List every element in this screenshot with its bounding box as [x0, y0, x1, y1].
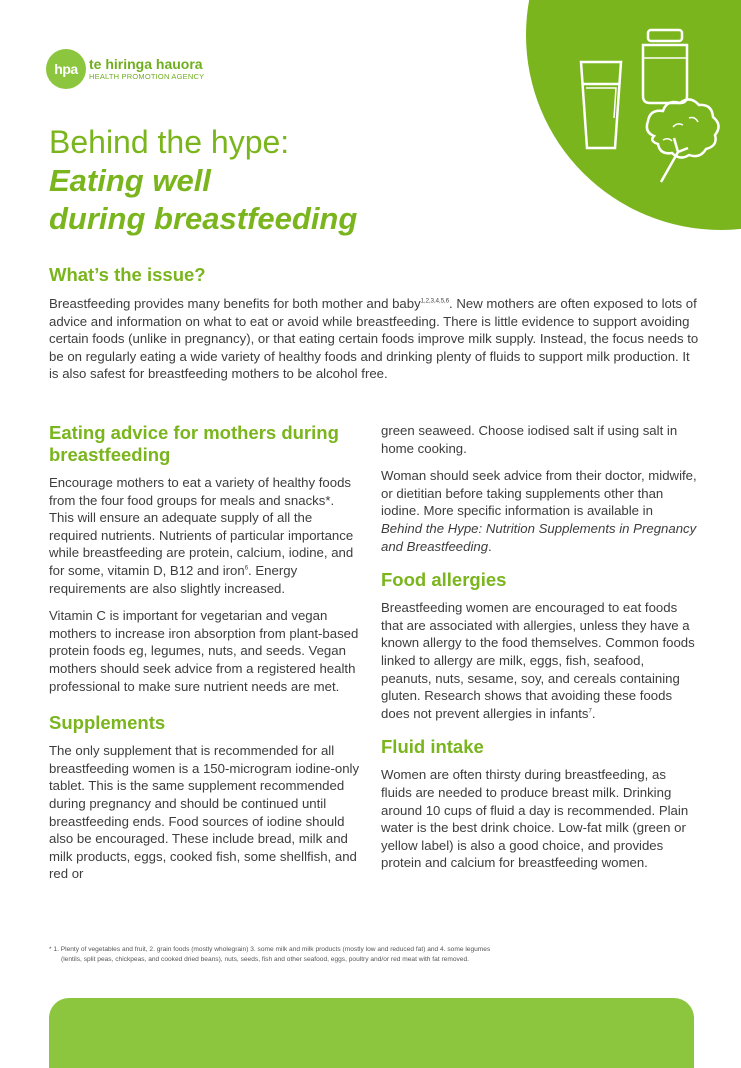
logo-mark: hpa: [46, 49, 86, 89]
eating-paragraph-1: [49, 474, 361, 597]
logo-subtitle: HEALTH PROMOTION AGENCY: [89, 72, 205, 81]
eating-citation: 6: [244, 565, 249, 572]
eating-heading: Eating advice for mothers during breastfeeding: [49, 422, 339, 465]
allergies-text-b: .: [591, 705, 596, 721]
hpa-logo: [46, 49, 204, 89]
allergies-text-a: Breastfeeding women are encouraged to eat foods that are associated with allergies, unless they have a known allergy to the food themselves. Common foods linked to allergy are milk, eggs, fish, seafood, peanuts, nuts, sesame, soy, and cereals containing gluten. Research shows that avoiding these foods does not prevent allergies in infants: [381, 600, 695, 721]
glass-icon: [581, 62, 621, 148]
supplements-paragraph-1: The only supplement that is recommended for all breastfeeding women is a 150-microgram iodine-only tablet. This is the same supplement recommended during pregnancy and should be continued until breastfeeding ends. Food sources of iodine should also be encouraged. These include bread, milk and milk products, eggs, cooked fish, some shellfish, and red or: [49, 743, 360, 882]
logo-name: te hiringa hauora: [89, 56, 203, 72]
fluid-paragraph: Women are often thirsty during breastfeeding, as fluids are needed to produce breast milk. Drinking around 10 cups of fluid a day is recommended. Plain water is the best drink choice. Low-fat milk (green or yellow label) is also a good choice, and provides protein and calcium for breastfeeding women.: [381, 767, 689, 871]
title-line-1: Behind the hype:: [49, 124, 290, 160]
issue-paragraph: [49, 295, 699, 383]
issue-text-a: Breastfeeding provides many benefits for both mother and baby: [49, 296, 421, 311]
eating-paragraph-2: Vitamin C is important for vegetarian and vegan mothers to increase iron absorption from plant-based protein foods eg, legumes, nuts, and seeds. Vegan mothers should seek advice from a registered health professional to make sure nutrient needs are met.: [49, 608, 359, 694]
title-line-3: during breastfeeding: [49, 201, 358, 236]
jar-icon: [643, 30, 687, 103]
supplements-paragraph-1-continued: green seaweed. Choose iodised salt if using salt in home cooking.: [381, 423, 678, 456]
bottom-green-panel: [49, 998, 694, 1068]
allergies-citation: 7: [588, 708, 592, 715]
allergies-paragraph: [381, 599, 697, 722]
footnote-line-2: (lentils, split peas, chickpeas, and cooked dried beans), nuts, seeds, fish and other seafood, eggs, poultry and/or red meat with fat removed.: [61, 956, 469, 963]
supplements-heading: Supplements: [49, 712, 166, 734]
issue-text-b: . New mothers are often exposed to lots of advice and information on what to eat or avoid while breastfeeding. There is little evidence to support avoiding certain foods (unlike in pregnancy), or that eating certain foods improve milk supply. Instead, the focus needs to be on regularly eating a wide variety of healthy foods and drinking plenty of fluids to support milk production. It is also safest for breastfeeding mothers to be alcohol free.: [49, 296, 699, 382]
fluid-heading: Fluid intake: [381, 736, 484, 758]
footnote: [49, 945, 669, 965]
footnote-line-1: * 1. Plenty of vegetables and fruit, 2. grain foods (mostly wholegrain) 3. some milk and milk products (mostly low and reduced fat) and 4. some legumes: [49, 946, 491, 953]
supplements-text-a: Woman should seek advice from their doctor, midwife, or dietitian before taking supplements other than iodine. More specific information is available in: [381, 468, 697, 519]
broccoli-icon: [647, 99, 719, 182]
eating-text-b: . Energy requirements are also slightly increased.: [49, 562, 298, 596]
allergies-heading: Food allergies: [381, 569, 507, 591]
supplements-reference: Behind the Hype: Nutrition Supplements in Pregnancy and Breastfeeding: [381, 520, 697, 554]
issue-citation: 1,2,3,4,5,6: [420, 298, 450, 305]
title-line-2: Eating well: [49, 163, 211, 198]
right-column: [381, 422, 697, 872]
supplements-text-b: .: [488, 538, 492, 554]
food-illustration: [526, 0, 741, 230]
issue-heading: What’s the issue?: [49, 264, 206, 285]
logo-text: [89, 57, 204, 81]
left-column: [49, 422, 361, 883]
supplements-paragraph-2: [381, 467, 697, 555]
eating-text-a: Encourage mothers to eat a variety of healthy foods from the four food groups for meals and snacks*. This will ensure an adequate supply of all the required nutrients. Nutrients of particular importance while breastfeeding are protein, calcium, iodine, and for some, vitamin D, B12 and iron: [49, 475, 354, 578]
